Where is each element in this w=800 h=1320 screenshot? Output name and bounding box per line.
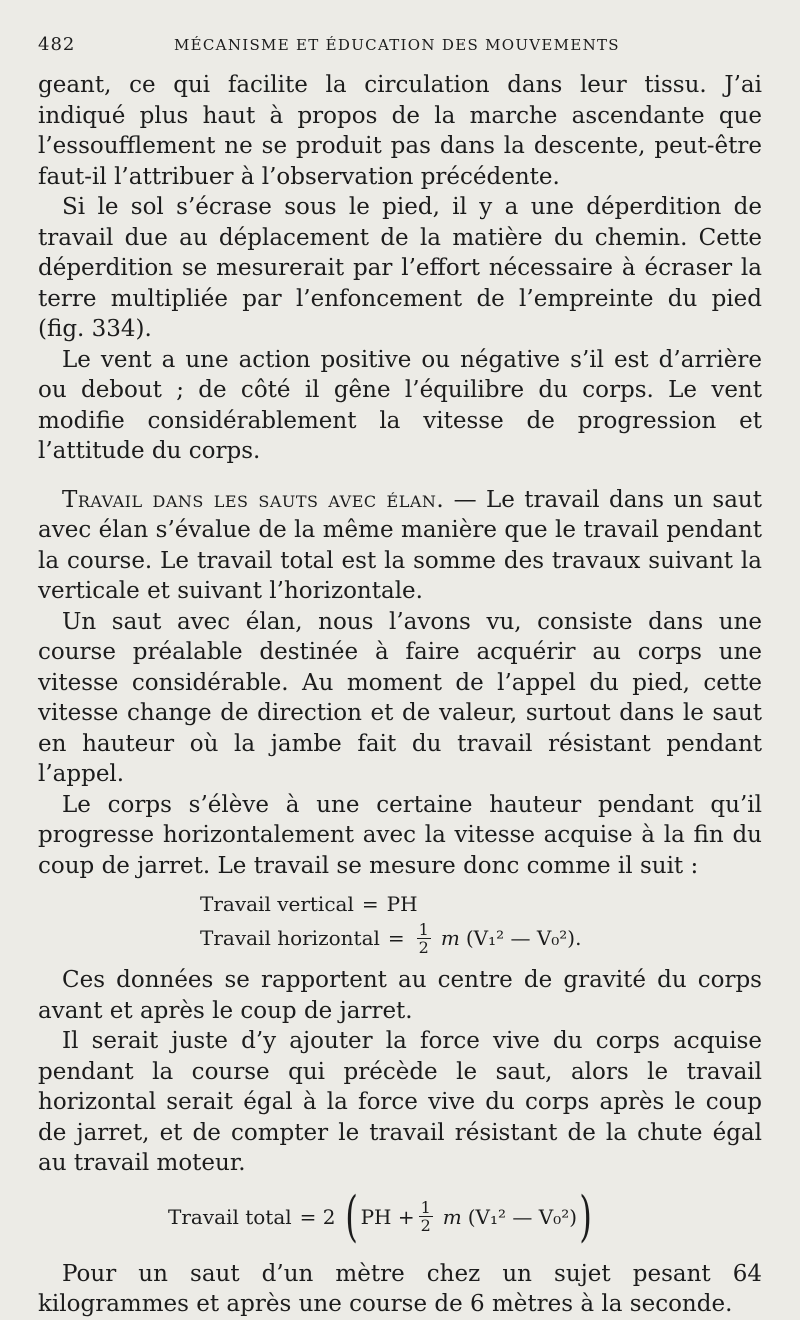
- formula-total-eq: = 2: [299, 1204, 336, 1229]
- formula-vertical-eq: =: [361, 892, 379, 916]
- section-heading: Travail dans les sauts avec élan.: [62, 486, 445, 513]
- paragraph-6: Le corps s’élève à une certaine hauteur pendant qu’il progresse horizontalement avec la vitesse acquise à la fin du coup de jarret. Le travail se mesure donc comme il suit :: [38, 791, 762, 879]
- formula-total-fraction: [419, 1199, 433, 1234]
- paragraph-4: [38, 485, 762, 607]
- paragraph-8: Il serait juste d’y ajouter la force vive du corps acquise pendant la course qui précède le saut, alors le travail horizontal serait égal à la force vive du corps après le coup de jarret, et de compter le travail résistant de la chute égal au travail moteur.: [38, 1028, 762, 1176]
- paragraph-2: Si le sol s’écrase sous le pied, il y a une déperdition de travail due au déplacement de la matière du chemin. Cette déperdition se mesurerait par l’effort nécessaire à écraser la terre multipliée par l’enfoncement de l’empreinte du pied (fig. 334).: [38, 194, 762, 342]
- formula-horizontal-label: Travail horizontal: [200, 926, 380, 950]
- formula-vertical-label: Travail vertical: [200, 892, 354, 916]
- right-paren: ): [579, 1184, 592, 1248]
- paragraph-9: Pour un saut d’un mètre chez un sujet pesant 64 kilogrammes et après une course de 6 mètres à la seconde.: [38, 1260, 762, 1317]
- formula-total-mass-symbol: m: [442, 1204, 462, 1229]
- formula-total-tail: (V₁² — V₀²): [467, 1204, 578, 1229]
- formula-vertical: [200, 887, 762, 921]
- total-fraction-numerator: 1: [420, 1198, 431, 1217]
- left-paren: (: [345, 1184, 359, 1248]
- fraction-denominator: 2: [418, 937, 429, 957]
- paragraph-5: Un saut avec élan, nous l’avons vu, consiste dans une course préalable destinée à faire acquérir au corps une vitesse considérable. Au moment de l’appel du pied, cette vitesse change de direction et de valeur, surtout dans le saut en hauteur où la jambe fait du travail résistant pendant l’appel.: [38, 608, 762, 787]
- page-body: [38, 70, 762, 1320]
- fraction-numerator: 1: [418, 919, 429, 939]
- running-title: MÉCANISME ET ÉDUCATION DES MOUVEMENTS: [174, 36, 620, 54]
- paragraph-3: Le vent a une action positive ou négative s’il est d’arrière ou debout ; de côté il gêne l’équilibre du corps. Le vent modifie considérablement la vitesse de progression et l’attitude du corps.: [38, 346, 762, 464]
- formula-half-fraction: [417, 921, 431, 956]
- page-header: [38, 32, 762, 62]
- formula-horizontal-value: (V₁² — V₀²).: [465, 926, 582, 950]
- paragraph-1: geant, ce qui facilite la circulation dans leur tissu. J’ai indiqué plus haut à propos de la marche ascendante que l’essoufflement ne se produit pas dans la descente, peut-être faut-il l’attribuer à l’observation précédente.: [38, 72, 762, 190]
- formula-mass-symbol: m: [440, 926, 460, 950]
- formula-vertical-value: PH: [386, 892, 418, 916]
- page-number: 482: [38, 34, 76, 55]
- formula-block: [38, 887, 762, 955]
- formula-horizontal: [200, 921, 762, 955]
- formula-horizontal-eq: =: [387, 926, 405, 950]
- total-fraction-denominator: 2: [420, 1216, 431, 1235]
- formula-total: [38, 1184, 762, 1248]
- formula-total-label: Travail total: [168, 1204, 292, 1229]
- paragraph-7: Ces données se rapportent au centre de gravité du corps avant et après le coup de jarret.: [38, 967, 762, 1024]
- paragraph-4-text: — Le travail dans un saut avec élan s’évalue de la même manière que le travail pendant la course. Le travail total est la somme des travaux suivant la verticale et suivant l’horizontale.: [38, 486, 762, 604]
- formula-total-ph: PH +: [360, 1204, 415, 1229]
